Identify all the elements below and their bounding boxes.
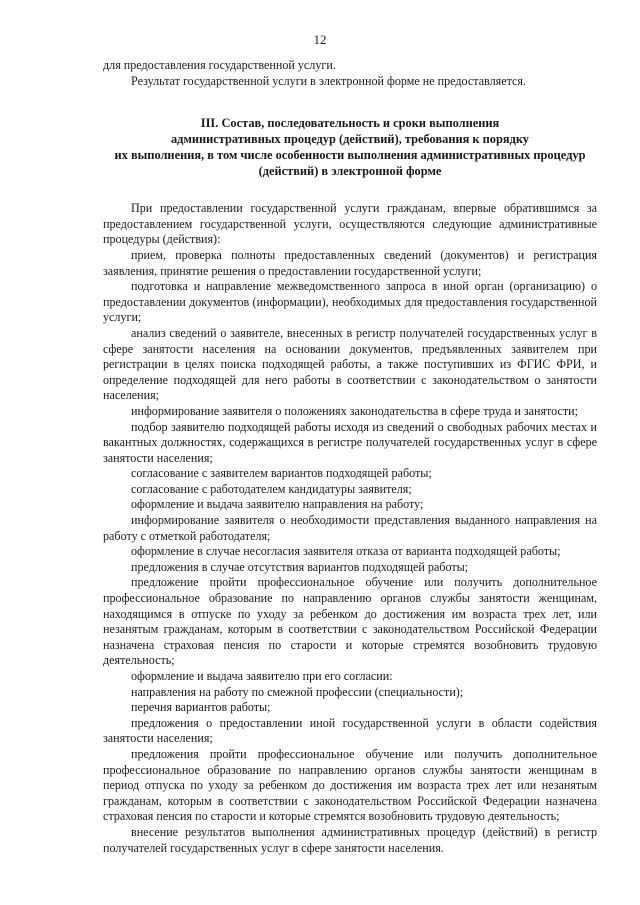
paragraph: подготовка и направление межведомственного запроса в иной орган (организацию) о предоставлении документов (информации), необходимых для предоставления государственной услуги; [103,279,597,325]
paragraph: предложения о предоставлении иной государственной услуги в области содействия занятости населения; [103,715,597,746]
section-heading-line: III. Состав, последовательность и сроки выполнения [200,116,500,131]
section-heading [103,115,597,179]
paragraph: информирование заявителя о необходимости представления выданного направления на работу с отметкой работодателя; [103,513,597,543]
paragraph: предложения пройти профессиональное обучение или получить дополнительное профессиональное образование по направлению органов службы занятости женщинам в период отпуска по уходу за ребенком до достижения им возраста трех лет или незанятым гражданам, которым в соответствии с законодательством Российской Федерации назначена страховая пенсия по старости и которые стремятся возобновить трудовую деятельность; [103,746,597,824]
paragraph: прием, проверка полноты предоставленных сведений (документов) и регистрация заявления, принятие решения о предоставлении государственной услуги; [103,247,597,278]
paragraph: направления на работу по смежной профессии (специальности); [131,684,464,699]
paragraph: внесение результатов выполнения административных процедур (действий) в регистр получателей государственных услуг в сфере занятости населения. [103,824,597,855]
paragraph: При предоставлении государственной услуги гражданам, впервые обратившимся за предоставлением государственной услуги, осуществляются следующие административные процедуры (действия): [103,201,597,247]
paragraph: анализ сведений о заявителе, внесенных в регистр получателей государственных услуг в сфере занятости населения на основании документов, предъявленных заявителем при регистрации в целях поиска подходящей работы, а также поступивших из ФГИС ФРИ, и определение подходящей для него работы в соответствии с законодательством о занятости населения; [103,325,597,403]
paragraph: предложение пройти профессиональное обучение или получить дополнительное профессиональное образование по направлению органов службы занятости женщинам, находящимся в отпуске по уходу за ребенком до достижения им возраста трех лет, или незанятым гражданам, которым в соответствии с законодательством Российской Федерации назначена страховая пенсия по старости и которые стремятся возобновить трудовую деятельность; [103,575,597,668]
paragraph: предложения в случае отсутствия вариантов подходящей работы; [131,559,469,574]
section-heading-line: административных процедур (действий), требования к порядку [170,132,529,147]
paragraph: подбор заявителю подходящей работы исходя из сведений о свободных рабочих местах и вакантных должностях, содержащихся в регистре получателей государственных услуг в сфере занятости населения; [103,419,597,465]
section-heading-line: их выполнения, в том числе особенности выполнения административных процедур [114,148,586,163]
paragraph: согласование с заявителем вариантов подходящей работы; [131,466,432,481]
paragraph: согласование с работодателем кандидатуры заявителя; [131,481,412,496]
intro-line-1: для предоставления государственной услуги. [103,58,336,72]
page-number: 12 [313,32,327,47]
paragraph: перечня вариантов работы; [131,700,271,715]
paragraph: информирование заявителя о положениях законодательства в сфере труда и занятости; [131,403,578,418]
section-heading-line: (действий) в электронной форме [258,164,442,179]
intro-line-2: Результат государственной услуги в электронной форме не предоставляется. [131,73,526,88]
paragraph: оформление и выдача заявителю при его согласии: [131,669,393,683]
document-body [103,58,597,856]
paragraph: оформление и выдача заявителю направления на работу; [131,497,424,512]
paragraph: оформление в случае несогласия заявителя отказа от варианта подходящей работы; [131,544,561,559]
